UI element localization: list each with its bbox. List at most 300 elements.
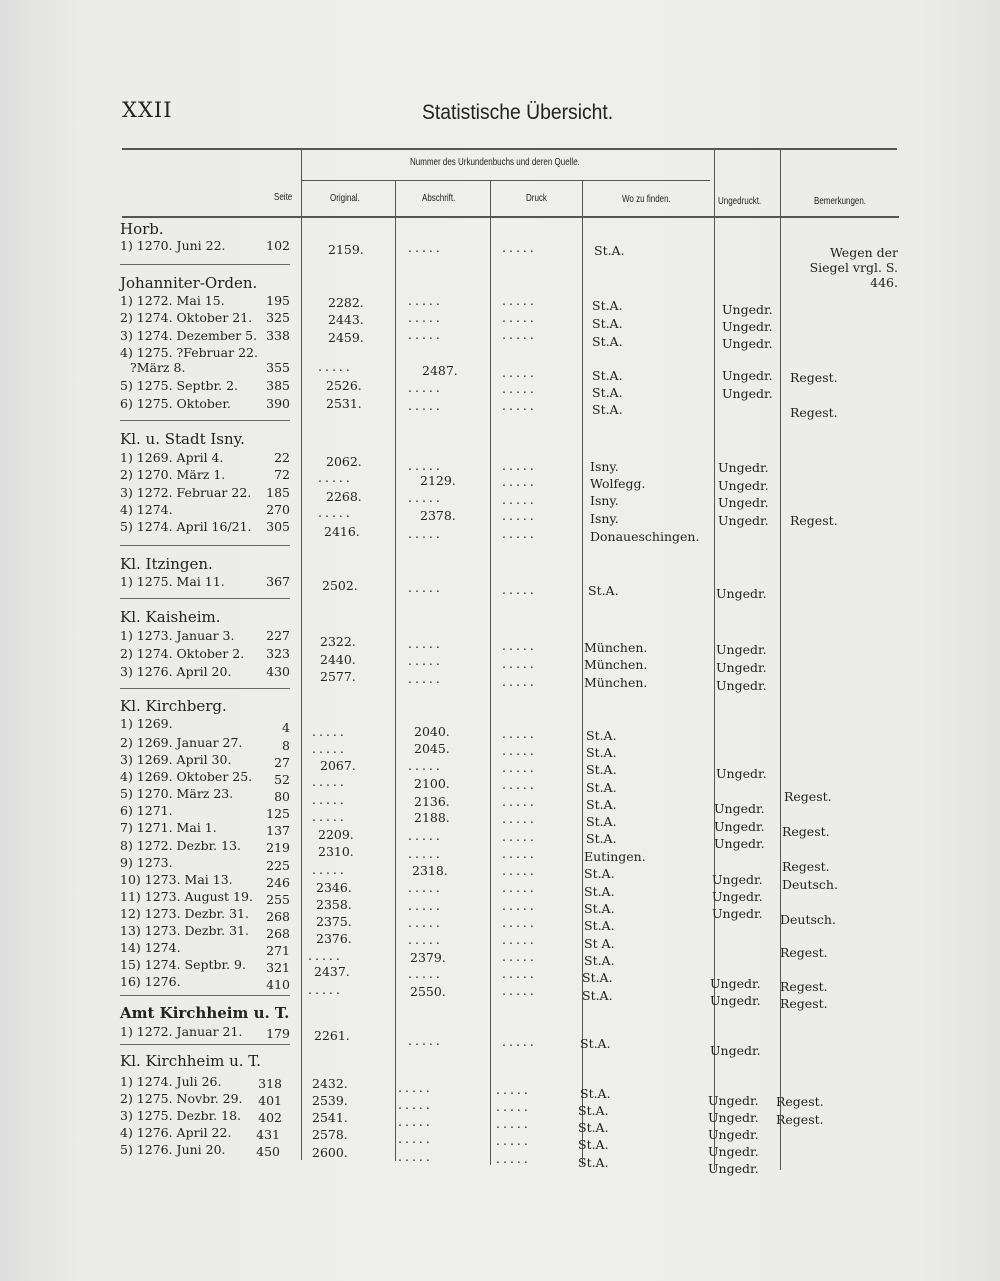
row-original: ..... [318, 505, 353, 520]
row-abschrift: 2487. [422, 363, 458, 378]
row-abschrift: 2045. [414, 741, 450, 756]
row-druck: ..... [502, 240, 537, 255]
page-title: Statistische Übersicht. [422, 101, 614, 124]
row-druck: ..... [502, 474, 537, 489]
row-druck: ..... [502, 458, 537, 473]
section-title: Horb. [120, 220, 164, 238]
row-date: 1) 1270. Juni 22. [120, 238, 226, 253]
row-ungedruckt: Ungedr. [722, 368, 773, 383]
row-abschrift: ..... [408, 915, 443, 930]
row-druck: ..... [502, 880, 537, 895]
row-date: 6) 1271. [120, 803, 173, 818]
row-abschrift: 2040. [414, 724, 450, 739]
row-abschrift: ..... [408, 240, 443, 255]
row-date: 3) 1275. Dezbr. 18. [120, 1108, 241, 1123]
row-ungedruckt: Ungedr. [710, 1043, 761, 1058]
row-druck: ..... [502, 365, 537, 380]
row-date: 2) 1274. Oktober 21. [120, 310, 253, 325]
row-ungedruckt: Ungedr. [718, 495, 769, 510]
row-wo: München. [584, 657, 648, 672]
row-wo: St.A. [580, 1036, 611, 1051]
row-bemerkungen: Regest. [790, 370, 838, 385]
row-date: 1) 1269. April 4. [120, 450, 224, 465]
row-ungedruckt: Ungedr. [718, 460, 769, 475]
row-ungedruckt: Ungedr. [708, 1110, 759, 1125]
row-date: ?März 8. [130, 360, 186, 375]
row-wo: Isny. [590, 459, 619, 474]
row-druck: ..... [502, 381, 537, 396]
row-ungedruckt: Ungedr. [716, 678, 767, 693]
section-separator [120, 545, 290, 546]
row-wo: St.A. [584, 884, 615, 899]
row-abschrift: 2129. [420, 473, 456, 488]
header-bottom-rule [122, 216, 899, 218]
row-druck: ..... [502, 508, 537, 523]
section-separator [120, 995, 290, 996]
row-druck: ..... [496, 1099, 531, 1114]
row-wo: St.A. [586, 780, 617, 795]
section-title: Johanniter-Orden. [120, 274, 258, 292]
row-druck: ..... [502, 863, 537, 878]
row-original: 2437. [314, 964, 350, 979]
row-druck: ..... [502, 932, 537, 947]
row-druck: ..... [502, 898, 537, 913]
row-original: 2443. [328, 312, 364, 327]
row-wo: St.A. [584, 901, 615, 916]
row-original: ..... [318, 470, 353, 485]
row-abschrift: 2188. [414, 810, 450, 825]
row-ungedruckt: Ungedr. [722, 336, 773, 351]
row-original: ..... [312, 774, 347, 789]
row-date: 2) 1274. Oktober 2. [120, 646, 245, 661]
row-ungedruckt: Ungedr. [712, 872, 763, 887]
row-abschrift: ..... [398, 1149, 433, 1164]
row-original: ..... [312, 809, 347, 824]
row-seite: 179 [266, 1026, 290, 1041]
row-original: ..... [308, 948, 343, 963]
row-abschrift: ..... [408, 310, 443, 325]
row-abschrift: ..... [408, 1033, 443, 1048]
row-original: 2282. [328, 295, 364, 310]
row-date: 4) 1269. Oktober 25. [120, 769, 253, 784]
row-original: 2375. [316, 914, 352, 929]
row-date: 14) 1274. [120, 940, 181, 955]
row-druck: ..... [502, 777, 537, 792]
row-abschrift: ..... [408, 846, 443, 861]
row-abschrift: 2379. [410, 950, 446, 965]
row-date: 2) 1270. März 1. [120, 467, 226, 482]
row-druck: ..... [502, 743, 537, 758]
row-original: 2578. [312, 1127, 348, 1142]
row-bemerkungen: Regest. [780, 945, 828, 960]
row-original: 2376. [316, 931, 352, 946]
row-original: 2526. [326, 378, 362, 393]
row-ungedruckt: Ungedr. [708, 1161, 759, 1176]
row-wo: München. [584, 675, 648, 690]
row-seite: 325 [266, 310, 290, 325]
row-seite: 4 [282, 720, 290, 735]
row-druck: ..... [502, 983, 537, 998]
row-wo: Donaueschingen. [590, 529, 700, 544]
row-seite: 8 [282, 738, 290, 753]
row-wo: St.A. [582, 988, 613, 1003]
row-wo: St.A. [578, 1103, 609, 1118]
row-druck: ..... [502, 949, 537, 964]
col-divider-seite [301, 150, 302, 1160]
row-date: 3) 1272. Februar 22. [120, 485, 252, 500]
row-seite: 390 [266, 396, 290, 411]
row-seite: 431 [256, 1127, 280, 1142]
row-druck: ..... [502, 794, 537, 809]
row-date: 3) 1276. April 20. [120, 664, 232, 679]
row-original: 2358. [316, 897, 352, 912]
row-wo: München. [584, 640, 648, 655]
row-date: 11) 1273. August 19. [120, 889, 253, 904]
colhead-group: Nummer des Urkundenbuchs und deren Quelle. [410, 157, 580, 168]
row-ungedruckt: Ungedr. [714, 801, 765, 816]
row-abschrift: ..... [408, 293, 443, 308]
row-seite: 385 [266, 378, 290, 393]
row-ungedruckt: Ungedr. [716, 642, 767, 657]
row-abschrift: ..... [408, 526, 443, 541]
row-original: 2440. [320, 652, 356, 667]
row-druck: ..... [502, 829, 537, 844]
row-druck: ..... [502, 811, 537, 826]
row-original: 2268. [326, 489, 362, 504]
row-abschrift: 2378. [420, 508, 456, 523]
row-seite: 402 [258, 1110, 282, 1125]
row-original: 2067. [320, 758, 356, 773]
row-druck: ..... [502, 726, 537, 741]
row-date: 1) 1272. Mai 15. [120, 293, 225, 308]
row-druck: ..... [502, 310, 537, 325]
row-ungedruckt: Ungedr. [712, 906, 763, 921]
row-wo: St A. [584, 936, 615, 951]
row-original: 2322. [320, 634, 356, 649]
row-original: 2261. [314, 1028, 350, 1043]
row-original: 2539. [312, 1093, 348, 1108]
row-original: 2502. [322, 578, 358, 593]
row-date: 1) 1272. Januar 21. [120, 1024, 243, 1039]
row-original: ..... [312, 862, 347, 877]
row-druck: ..... [502, 846, 537, 861]
row-date: 7) 1271. Mai 1. [120, 820, 217, 835]
row-date: 4) 1276. April 22. [120, 1125, 232, 1140]
row-original: ..... [318, 359, 353, 374]
row-ungedruckt: Ungedr. [722, 319, 773, 334]
row-seite: 227 [266, 628, 290, 643]
row-ungedruckt: Ungedr. [716, 586, 767, 601]
row-seite: 367 [266, 574, 290, 589]
colhead-original: Original. [330, 193, 360, 204]
row-seite: 185 [266, 485, 290, 500]
row-abschrift: 2318. [412, 863, 448, 878]
row-seite: 255 [266, 892, 290, 907]
row-druck: ..... [502, 526, 537, 541]
colhead-druck: Druck [526, 193, 547, 204]
row-seite: 137 [266, 823, 290, 838]
row-wo: St.A. [586, 762, 617, 777]
row-seite: 195 [266, 293, 290, 308]
row-abschrift: ..... [408, 880, 443, 895]
row-bemerkungen: Regest. [780, 996, 828, 1011]
row-wo: St.A. [580, 1086, 611, 1101]
row-bemerkungen: Wegen der Siegel vrgl. S. 446. [809, 245, 898, 290]
row-date: 4) 1275. ?Februar 22. [120, 345, 258, 360]
col-divider-druck [582, 181, 583, 1165]
row-wo: St.A. [586, 831, 617, 846]
row-wo: St.A. [578, 1120, 609, 1135]
row-druck: ..... [496, 1151, 531, 1166]
row-abschrift: ..... [398, 1097, 433, 1112]
row-abschrift: 2100. [414, 776, 450, 791]
section-separator [120, 598, 290, 599]
row-druck: ..... [502, 638, 537, 653]
row-abschrift: ..... [408, 398, 443, 413]
row-druck: ..... [502, 966, 537, 981]
row-ungedruckt: Ungedr. [722, 302, 773, 317]
row-druck: ..... [502, 656, 537, 671]
row-abschrift: ..... [408, 636, 443, 651]
row-date: 6) 1275. Oktober. [120, 396, 231, 411]
row-wo: St.A. [592, 402, 623, 417]
row-original: 2432. [312, 1076, 348, 1091]
row-date: 1) 1273. Januar 3. [120, 628, 235, 643]
row-druck: ..... [502, 1034, 537, 1049]
row-ungedruckt: Ungedr. [708, 1093, 759, 1108]
row-druck: ..... [502, 293, 537, 308]
row-abschrift: ..... [408, 932, 443, 947]
row-seite: 72 [274, 467, 290, 482]
row-wo: St.A. [586, 728, 617, 743]
row-bemerkungen: Regest. [776, 1112, 824, 1127]
row-wo: St.A. [578, 1137, 609, 1152]
row-druck: ..... [502, 327, 537, 342]
row-ungedruckt: Ungedr. [718, 478, 769, 493]
row-ungedruckt: Ungedr. [710, 976, 761, 991]
row-seite: 355 [266, 360, 290, 375]
row-date: 5) 1276. Juni 20. [120, 1142, 226, 1157]
row-wo: St.A. [586, 745, 617, 760]
row-seite: 338 [266, 328, 290, 343]
row-seite: 318 [258, 1076, 282, 1091]
row-wo: St.A. [592, 385, 623, 400]
row-abschrift: ..... [408, 898, 443, 913]
row-date: 15) 1274. Septbr. 9. [120, 957, 246, 972]
row-wo: Isny. [590, 511, 619, 526]
row-ungedruckt: Ungedr. [718, 513, 769, 528]
col-divider-ungedruckt [780, 150, 781, 1170]
row-original: ..... [312, 741, 347, 756]
row-bemerkungen: Deutsch. [780, 912, 836, 927]
row-druck: ..... [502, 674, 537, 689]
row-seite: 271 [266, 943, 290, 958]
colhead-ungedruckt: Ungedruckt. [718, 196, 762, 207]
row-bemerkungen: Regest. [780, 979, 828, 994]
row-wo: St.A. [586, 814, 617, 829]
row-date: 2) 1269. Januar 27. [120, 735, 243, 750]
row-original: 2310. [318, 844, 354, 859]
row-ungedruckt: Ungedr. [716, 660, 767, 675]
row-abschrift: ..... [408, 327, 443, 342]
row-seite: 410 [266, 977, 290, 992]
section-title: Kl. Kirchheim u. T. [120, 1052, 261, 1070]
row-wo: Wolfegg. [590, 476, 646, 491]
row-ungedruckt: Ungedr. [722, 386, 773, 401]
group-head-rule [302, 180, 710, 181]
row-wo: St.A. [588, 583, 619, 598]
row-bemerkungen: Regest. [782, 859, 830, 874]
row-ungedruckt: Ungedr. [708, 1127, 759, 1142]
row-date: 1) 1275. Mai 11. [120, 574, 225, 589]
row-seite: 219 [266, 840, 290, 855]
row-seite: 22 [274, 450, 290, 465]
row-wo: St.A. [584, 953, 615, 968]
row-date: 3) 1274. Dezember 5. [120, 328, 258, 343]
row-abschrift: ..... [408, 490, 443, 505]
row-original: 2416. [324, 524, 360, 539]
row-seite: 401 [258, 1093, 282, 1108]
row-bemerkungen: Regest. [782, 824, 830, 839]
colhead-abschrift: Abschrift. [422, 193, 456, 204]
row-original: 2577. [320, 669, 356, 684]
row-abschrift: ..... [408, 671, 443, 686]
row-druck: ..... [502, 398, 537, 413]
row-seite: 268 [266, 926, 290, 941]
row-druck: ..... [502, 582, 537, 597]
row-seite: 125 [266, 806, 290, 821]
row-abschrift: ..... [398, 1131, 433, 1146]
section-title: Kl. Itzingen. [120, 555, 213, 573]
row-original: 2346. [316, 880, 352, 895]
row-original: ..... [308, 982, 343, 997]
row-druck: ..... [496, 1116, 531, 1131]
row-seite: 270 [266, 502, 290, 517]
row-ungedruckt: Ungedr. [716, 766, 767, 781]
row-date: 1) 1274. Juli 26. [120, 1074, 222, 1089]
section-title: Kl. Kaisheim. [120, 608, 221, 626]
row-druck: ..... [502, 760, 537, 775]
row-seite: 268 [266, 909, 290, 924]
row-original: 2062. [326, 454, 362, 469]
row-druck: ..... [502, 492, 537, 507]
row-wo: Eutingen. [584, 849, 646, 864]
section-separator [120, 688, 290, 689]
row-seite: 321 [266, 960, 290, 975]
row-seite: 225 [266, 858, 290, 873]
row-original: ..... [312, 724, 347, 739]
row-original: 2531. [326, 396, 362, 411]
row-abschrift: ..... [408, 380, 443, 395]
row-date: 16) 1276. [120, 974, 181, 989]
colhead-seite: Seite [274, 192, 293, 203]
col-divider-original [395, 181, 396, 1161]
row-ungedruckt: Ungedr. [712, 889, 763, 904]
row-date: 2) 1275. Novbr. 29. [120, 1091, 243, 1106]
row-seite: 80 [274, 789, 290, 804]
row-bemerkungen: Regest. [790, 405, 838, 420]
row-ungedruckt: Ungedr. [708, 1144, 759, 1159]
row-original: ..... [312, 792, 347, 807]
row-seite: 27 [274, 755, 290, 770]
row-seite: 102 [266, 238, 290, 253]
row-abschrift: ..... [408, 653, 443, 668]
row-druck: ..... [496, 1133, 531, 1148]
row-abschrift: ..... [398, 1114, 433, 1129]
row-seite: 246 [266, 875, 290, 890]
row-abschrift: 2550. [410, 984, 446, 999]
row-date: 4) 1274. [120, 502, 173, 517]
section-title: Kl. Kirchberg. [120, 697, 227, 715]
section-title: Amt Kirchheim u. T. [120, 1004, 290, 1022]
row-seite: 305 [266, 519, 290, 534]
row-wo: St.A. [584, 918, 615, 933]
row-date: 12) 1273. Dezbr. 31. [120, 906, 249, 921]
row-abschrift: 2136. [414, 794, 450, 809]
row-date: 13) 1273. Dezbr. 31. [120, 923, 249, 938]
section-separator [120, 420, 290, 421]
row-seite: 450 [256, 1144, 280, 1159]
row-seite: 323 [266, 646, 290, 661]
row-date: 10) 1273. Mai 13. [120, 872, 233, 887]
row-date: 1) 1269. [120, 716, 173, 731]
row-date: 9) 1273. [120, 855, 173, 870]
row-bemerkungen: Regest. [790, 513, 838, 528]
row-seite: 52 [274, 772, 290, 787]
row-original: 2159. [328, 242, 364, 257]
row-date: 5) 1274. April 16/21. [120, 519, 252, 534]
row-date: 5) 1275. Septbr. 2. [120, 378, 239, 393]
row-wo: St.A. [586, 797, 617, 812]
colhead-bemerkungen: Bemerkungen. [814, 196, 867, 207]
row-date: 5) 1270. März 23. [120, 786, 234, 801]
page-number: XXII [122, 98, 173, 122]
row-wo: St.A. [592, 298, 623, 313]
row-wo: St.A. [582, 970, 613, 985]
row-date: 3) 1269. April 30. [120, 752, 232, 767]
row-wo: St.A. [584, 866, 615, 881]
row-date: 8) 1272. Dezbr. 13. [120, 838, 241, 853]
section-separator [120, 1044, 290, 1045]
row-wo: St.A. [578, 1155, 609, 1170]
row-ungedruckt: Ungedr. [714, 819, 765, 834]
col-divider-abschrift [490, 181, 491, 1165]
row-abschrift: ..... [408, 580, 443, 595]
row-seite: 430 [266, 664, 290, 679]
row-ungedruckt: Ungedr. [714, 836, 765, 851]
row-wo: St.A. [592, 316, 623, 331]
row-bemerkungen: Deutsch. [782, 877, 838, 892]
row-abschrift: ..... [408, 966, 443, 981]
row-original: 2600. [312, 1145, 348, 1160]
row-abschrift: ..... [408, 828, 443, 843]
row-wo: St.A. [594, 243, 625, 258]
row-ungedruckt: Ungedr. [710, 993, 761, 1008]
section-separator [120, 264, 290, 265]
col-divider-wo [714, 150, 715, 1170]
row-wo: St.A. [592, 368, 623, 383]
row-abschrift: ..... [398, 1080, 433, 1095]
row-wo: Isny. [590, 493, 619, 508]
section-title: Kl. u. Stadt Isny. [120, 430, 245, 448]
row-druck: ..... [496, 1082, 531, 1097]
row-bemerkungen: Regest. [784, 789, 832, 804]
row-abschrift: ..... [408, 458, 443, 473]
row-original: 2541. [312, 1110, 348, 1125]
row-abschrift: ..... [408, 758, 443, 773]
row-original: 2459. [328, 330, 364, 345]
row-bemerkungen: Regest. [776, 1094, 824, 1109]
